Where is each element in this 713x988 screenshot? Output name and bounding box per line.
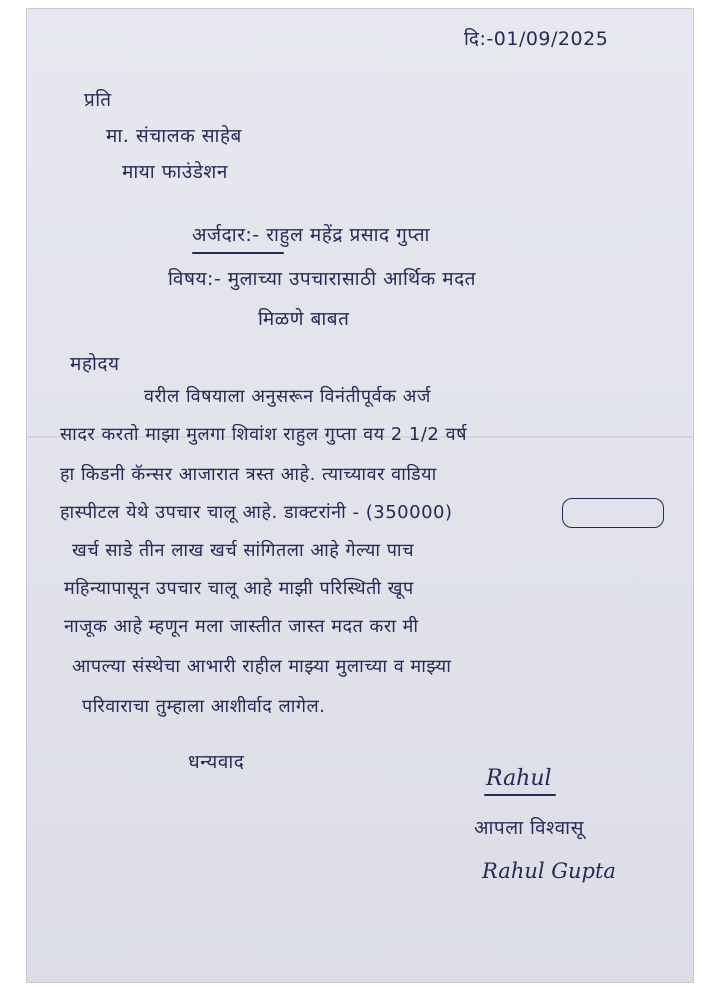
addressee-to: प्रति (84, 89, 112, 111)
body-line: आपल्या संस्थेचा आभारी राहील माझ्या मुलाच्या व माझ्या (72, 656, 452, 677)
letter-date: दि:-01/09/2025 (464, 28, 609, 50)
signature-mark: Rahul (486, 766, 552, 791)
body-line: वरील विषयाला अनुसरून विनंतीपूर्वक अर्ज (144, 386, 431, 407)
body-line: नाजूक आहे म्हणून मला जास्तीत जास्त मदत करा मी (64, 616, 419, 637)
body-line: हा किडनी कॅन्सर आजारात त्रस्त आहे. त्याच्यावर वाडिया (60, 464, 437, 485)
closing-thanks: धन्यवाद (188, 751, 245, 773)
signature-underline (484, 794, 556, 796)
signatory-name: Rahul Gupta (482, 859, 616, 883)
body-line: सादर करतो माझा मुलगा शिवांश राहुल गुप्ता वय 2 1/2 वर्ष (60, 424, 468, 445)
amount-circle (562, 498, 664, 528)
body-line: महिन्यापासून उपचार चालू आहे माझी परिस्थिती खूप (64, 578, 414, 599)
body-line: हास्पीटल येथे उपचार चालू आहे. डाक्टरांनी - (350000) (60, 502, 453, 523)
salutation: महोदय (70, 353, 120, 375)
yours-faithfully: आपला विश्वासू (474, 817, 584, 839)
letter-paper (26, 8, 694, 983)
subject-line-1: विषय:- मुलाच्या उपचारासाठी आर्थिक मदत (168, 268, 476, 290)
body-line: परिवाराचा तुम्हाला आशीर्वाद लागेल. (82, 696, 326, 717)
applicant-line: अर्जदार:- राहुल महेंद्र प्रसाद गुप्ता (192, 224, 430, 246)
body-line: खर्च साडे तीन लाख खर्च सांगितला आहे गेल्या पाच (72, 540, 415, 561)
subject-line-2: मिळणे बाबत (258, 308, 350, 330)
applicant-underline (192, 252, 284, 254)
addressee-name: मा. संचालक साहेब (106, 125, 242, 147)
addressee-organisation: माया फाउंडेशन (122, 161, 228, 183)
